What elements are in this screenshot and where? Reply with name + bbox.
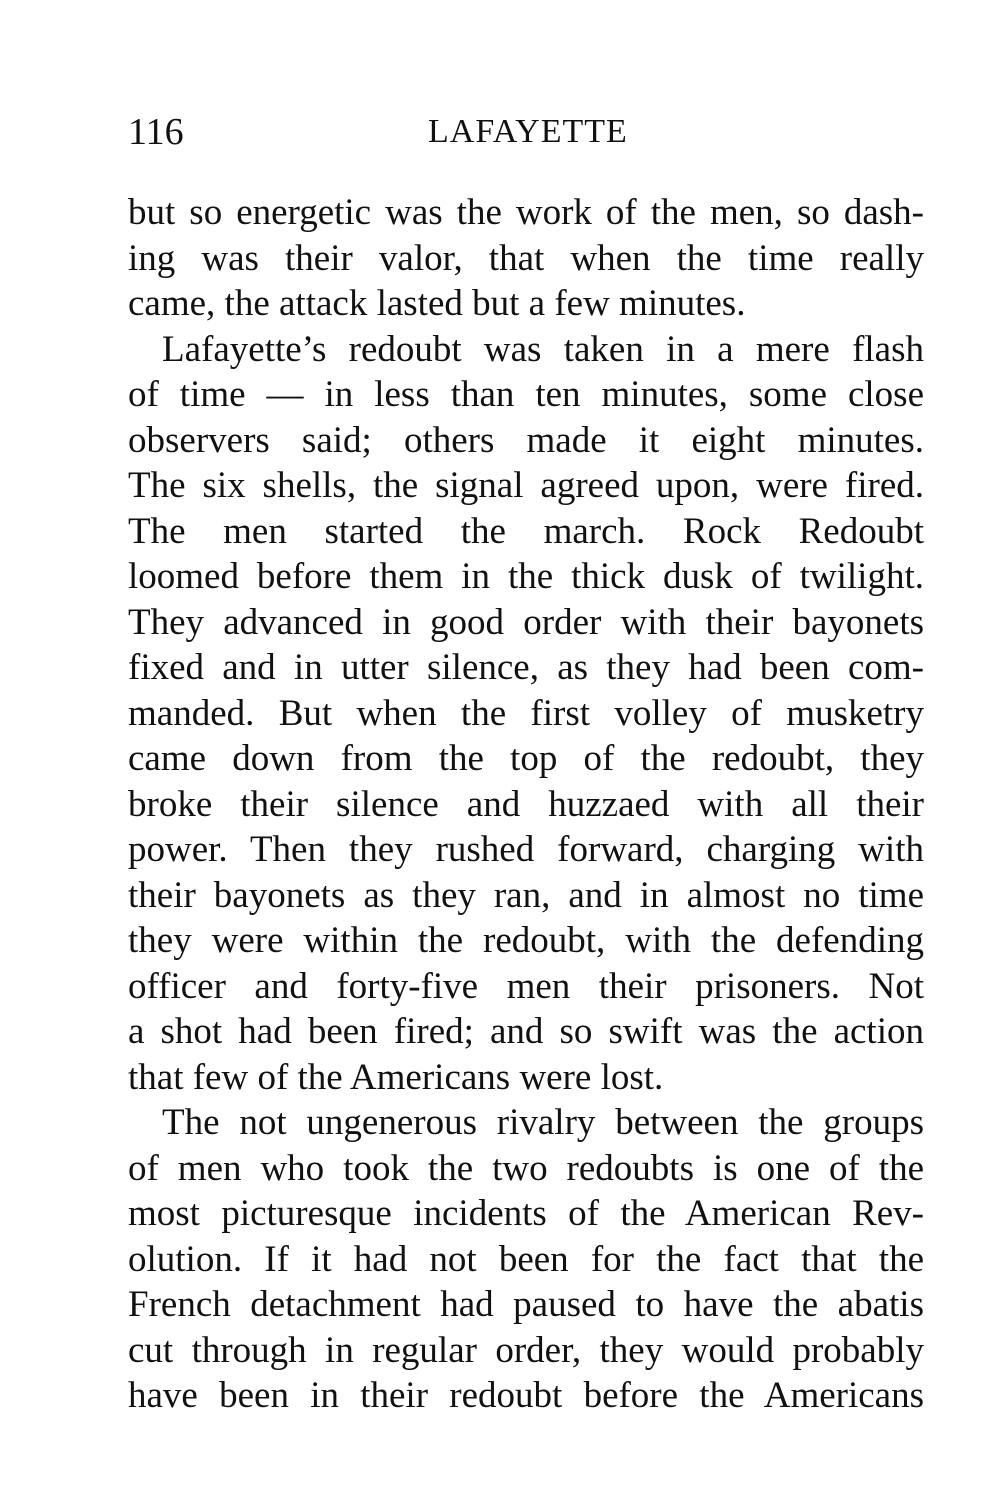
text-line: that few of the Americans were lost. [128, 1056, 664, 1098]
text-line: Lafayette’s redoubt was taken in a mere flash [162, 328, 924, 370]
text-line: olution. If it had not been for the fact that the [128, 1238, 924, 1280]
paragraph-rivalry [128, 1100, 924, 1419]
page-number: 116 [128, 111, 184, 153]
text-line: their bayonets as they ran, and in almost no time [128, 874, 924, 916]
paragraph-continued [128, 190, 924, 327]
body-text [128, 190, 924, 1419]
text-line: came down from the top of the redoubt, they [128, 738, 924, 779]
text-line: most picturesque incidents of the American Rev- [128, 1193, 924, 1234]
text-line: fixed and in utter silence, as they had been com- [128, 647, 924, 688]
text-line: The men started the march. Rock Redoubt [128, 510, 924, 552]
text-line: they were within the redoubt, with the defending [128, 920, 924, 961]
text-line: They advanced in good order with their bayonets [128, 601, 924, 643]
text-line: observers said; others made it eight minutes. [128, 419, 924, 461]
text-line: power. Then they rushed forward, charging with [128, 829, 924, 870]
text-line: French detachment had paused to have the abatis [128, 1284, 924, 1325]
running-title: LAFAYETTE [428, 113, 628, 150]
text-line: manded. But when the first volley of musketry [128, 692, 924, 734]
text-line: of men who took the two redoubts is one of the [128, 1147, 924, 1189]
text-line: ing was their valor, that when the time really [128, 237, 924, 279]
text-line: The not ungenerous rivalry between the groups [162, 1102, 924, 1143]
running-head [128, 108, 924, 156]
text-line: The six shells, the signal agreed upon, were fired. [128, 465, 924, 506]
text-line: broke their silence and huzzaed with all their [128, 783, 924, 825]
text-line: came, the attack lasted but a few minutes. [128, 283, 746, 324]
text-line: have been in their redoubt before the Americans [128, 1375, 924, 1416]
text-line: cut through in regular order, they would probably [128, 1329, 924, 1371]
text-line: a shot had been fired; and so swift was the action [128, 1011, 924, 1052]
text-line: of time — in less than ten minutes, some close [128, 374, 924, 415]
text-line: loomed before them in the thick dusk of twilight. [128, 556, 924, 597]
text-line: but so energetic was the work of the men, so dash- [128, 192, 924, 233]
text-line: officer and forty-five men their prisoners. Not [128, 965, 924, 1007]
paragraph-redoubt-taken [128, 327, 924, 1101]
